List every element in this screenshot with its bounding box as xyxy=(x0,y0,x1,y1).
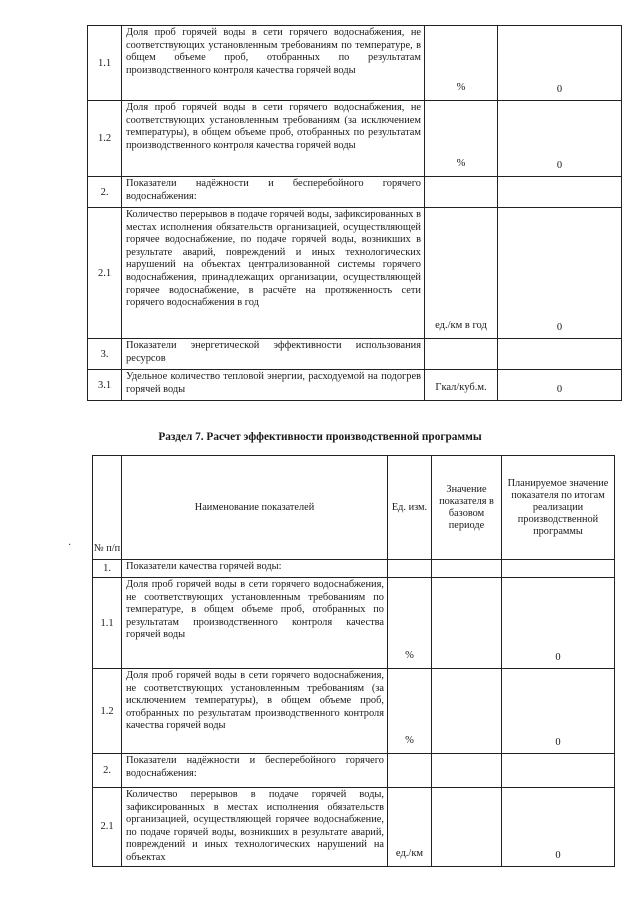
table-row xyxy=(88,339,622,370)
value-cell: 0 xyxy=(498,101,622,177)
planned-value-cell xyxy=(502,754,615,788)
indicator-name: Показатели энергетической эффективности использования ресурсов xyxy=(122,339,425,370)
table-row xyxy=(88,177,622,208)
indicator-name: Количество перерывов в подаче горячей воды, зафиксированных в местах исполнения обязательств организацией, осуществляющей горячее водоснабжение, по подаче горячей воды, возникших в результате аварий, повреждений и иных технологических нарушений на объектах xyxy=(122,788,388,867)
unit-cell xyxy=(388,754,432,788)
base-value-cell xyxy=(432,754,502,788)
header-planned-value: Планируемое значение показателя по итогам реализации производственной программы xyxy=(502,456,615,560)
row-number: 3.1 xyxy=(88,370,122,401)
row-number: 1.2 xyxy=(88,101,122,177)
table-row xyxy=(88,208,622,339)
section-title: Раздел 7. Расчет эффективности производственной программы xyxy=(158,431,482,443)
indicator-name: Количество перерывов в подаче горячей воды, зафиксированных в местах исполнения обязательств организацией, осуществляющей горячее водоснабжение, по подаче горячей воды, возникших в результате аварий, повреждений и иных технологических нарушений на объектах централизованной системы горячего водоснабжения, принадлежащих организации, осуществляющей горячее водоснабжение, в расчёте на протяженность сети горячего водоснабжения в год xyxy=(122,208,425,339)
header-unit: Ед. изм. xyxy=(388,456,432,560)
header-name: Наименование показателей xyxy=(122,456,388,560)
indicator-name: Удельное количество тепловой энергии, расходуемой на подогрев горячей воды xyxy=(122,370,425,401)
planned-value-cell: 0 xyxy=(502,578,615,669)
table-row xyxy=(88,370,622,401)
unit-cell: % xyxy=(388,669,432,754)
table-row xyxy=(88,101,622,177)
table-row xyxy=(88,26,622,101)
value-cell: 0 xyxy=(498,370,622,401)
planned-value-cell xyxy=(502,560,615,578)
base-value-cell xyxy=(432,788,502,867)
unit-cell xyxy=(388,560,432,578)
unit-cell xyxy=(425,177,498,208)
indicator-name: Показатели надёжности и бесперебойного горячего водоснабжения: xyxy=(122,177,425,208)
margin-mark: · xyxy=(68,540,72,551)
row-number: 3. xyxy=(88,339,122,370)
efficiency-table xyxy=(92,455,615,867)
header-base-value: Значение показателя в базовом периоде xyxy=(432,456,502,560)
table-row xyxy=(93,578,615,669)
value-cell xyxy=(498,339,622,370)
table-row xyxy=(93,788,615,867)
planned-value-cell: 0 xyxy=(502,669,615,754)
row-number: 1. xyxy=(93,560,122,578)
value-cell: 0 xyxy=(498,26,622,101)
unit-cell: % xyxy=(425,26,498,101)
row-number: 1.2 xyxy=(93,669,122,754)
header-num: № п/п xyxy=(93,456,122,560)
indicator-name: Доля проб горячей воды в сети горячего водоснабжения, не соответствующих установленным требованиям (за исключением температуры), в общем объеме проб, отобранных по результатам производственного контроля качества горячей воды xyxy=(122,669,388,754)
table-row xyxy=(93,754,615,788)
unit-cell: % xyxy=(425,101,498,177)
row-number: 1.1 xyxy=(88,26,122,101)
indicator-name: Показатели качества горячей воды: xyxy=(122,560,388,578)
row-number: 2.1 xyxy=(88,208,122,339)
unit-cell: % xyxy=(388,578,432,669)
indicator-name: Доля проб горячей воды в сети горячего водоснабжения, не соответствующих установленным требованиям по температуре, в общем объеме проб, отобранных по результатам производственного контроля качества горячей воды xyxy=(122,578,388,669)
table-header-row xyxy=(93,456,615,560)
indicator-name: Доля проб горячей воды в сети горячего водоснабжения, не соответствующих установленным требованиям (за исключением температуры), в общем объеме проб, отобранных по результатам производственного контроля качества горячей воды xyxy=(122,101,425,177)
base-value-cell xyxy=(432,560,502,578)
value-cell xyxy=(498,177,622,208)
unit-cell: ед./км в год xyxy=(425,208,498,339)
unit-cell: ед./км xyxy=(388,788,432,867)
unit-cell xyxy=(425,339,498,370)
planned-value-cell: 0 xyxy=(502,788,615,867)
row-number: 2.1 xyxy=(93,788,122,867)
table-row xyxy=(93,669,615,754)
row-number: 2. xyxy=(88,177,122,208)
table-row xyxy=(93,560,615,578)
indicator-name: Показатели надёжности и бесперебойного горячего водоснабжения: xyxy=(122,754,388,788)
indicator-name: Доля проб горячей воды в сети горячего водоснабжения, не соответствующих установленным требованиям по температуре, в общем объеме проб, отобранных по результатам производственного контроля качества горячей воды xyxy=(122,26,425,101)
row-number: 2. xyxy=(93,754,122,788)
base-value-cell xyxy=(432,669,502,754)
row-number: 1.1 xyxy=(93,578,122,669)
top-indicators-table xyxy=(87,25,622,401)
unit-cell: Гкал/куб.м. xyxy=(425,370,498,401)
value-cell: 0 xyxy=(498,208,622,339)
base-value-cell xyxy=(432,578,502,669)
